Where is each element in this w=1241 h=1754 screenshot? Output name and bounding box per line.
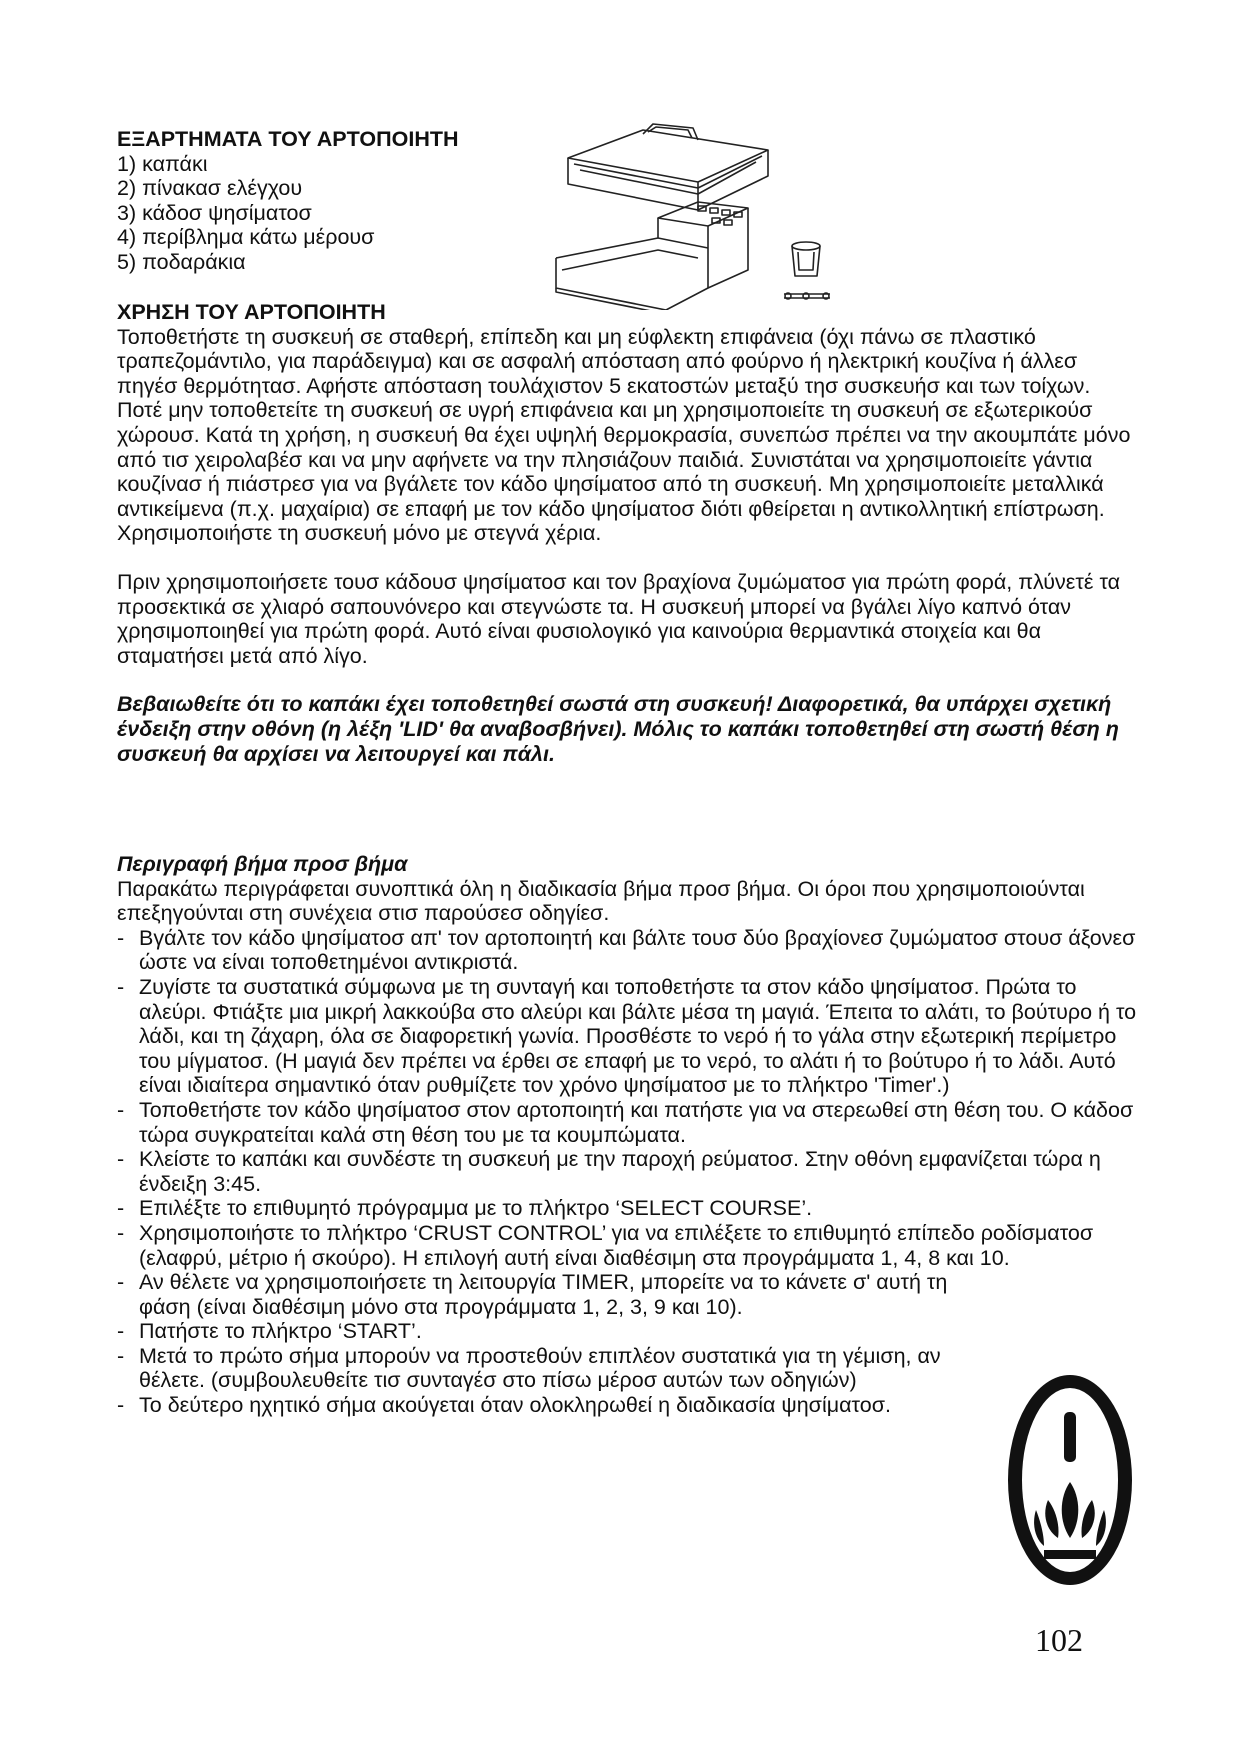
lid-drawing [568, 124, 768, 210]
list-item: - Μετά το πρώτο σήμα μπορούν να προστεθούν επιπλέον συστατικά για τη γέμιση, αν θέλετε. (συμβουλευθείτε τισ συνταγέσ στο πίσω μέρoσ αυτών των οδηγιών) [117, 1344, 999, 1393]
base-drawing [556, 202, 748, 310]
parts-heading: ΕΞΑΡΤΗΜΑΤΑ ΤΟΥ ΑΡΤΟΠΟΙΗΤΗ [117, 127, 459, 151]
list-item: - Ζυγίστε τα συστατικά σύμφωνα με τη συνταγή και τοποθετήστε τα στον κάδο ψησίματοσ. Πρώτα το αλεύρι. Φτιάξτε μια μικρή λακκούβα στο αλεύρι και βάλτε μέσα τη μαγιά. Έπειτα το αλάτι, το βούτυρο ή το λάδι, και τη ζάχαρη, όλα σε διαφορετική γωνία. Προσθέστε το νερό ή το γάλα στην εξωτερική περίμετρο του μίγματοσ. (Η μαγιά δεν πρέπει να έρθει σε επαφή με το νερό, το αλάτι ή το βούτυρο ή το λάδι. Αυτό είναι ιδιαίτερα σημαντικό όταν ρυθμίζετε τον χρόνο ψησίματοσ με το πλήκτρο 'Timer'.) [117, 975, 1137, 1098]
usage-heading: ΧΡΗΣΗ ΤΟΥ ΑΡΤΟΠΟΙΗΤΗ [117, 300, 386, 324]
steps-heading: Περιγραφή βήμα προσ βήμα [117, 852, 408, 876]
steps-section [117, 852, 1137, 1418]
list-item: - Βγάλτε τον κάδο ψησίματοσ απ' τον αρτοποιητή και βάλτε τουσ δύο βραχίονεσ ζυμώματοσ στουσ άξονεσ ώστε να είναι τοποθετημένοι αντικριστά. [117, 926, 1137, 975]
bread-maker-illustration [548, 120, 838, 310]
parts-section [117, 127, 557, 275]
usage-paragraph: Πριν χρησιμοποιήσετε τουσ κάδουσ ψησίματοσ και τον βραχίονα ζυμώματοσ για πρώτη φορά, πλύνετέ τα προσεκτικά σε χλιαρό σαπουνόνερο και στεγνώστε τα. Η συσκευή μπορεί να βγάλει λίγο καπνό όταν χρησιμοποιηθεί για πρώτη φορά. Αυτό είναι φυσιολογικό για καινούρια θερμαντικά στοιχεία και θα σταματήσει μετά από λίγο. [117, 569, 1121, 668]
steps-list [117, 926, 1137, 1418]
list-item: - Επιλέξτε το επιθυμητό πρόγραμμα με το πλήκτρο ‘SELECT COURSE’. [117, 1196, 1137, 1221]
list-item: - Το δεύτερο ηχητικό σήμα ακούγεται όταν ολοκληρωθεί η διαδικασία ψησίματοσ. [117, 1393, 1137, 1418]
lid-warning: Βεβαιωθείτε ότι το καπάκι έχει τοποθετηθεί σωστά στη συσκευή! Διαφορετικά, θα υπάρχει σχετική ένδειξη στην οθόνη (η λέξη 'LID' θα αναβοσβήνει). Μόλις το καπάκι τοποθετηθεί στη σωστή θέση η συσκευή θα αρχίσει να λειτουργεί και πάλι. [117, 692, 1119, 766]
list-item: - Τοποθετήστε τον κάδο ψησίματοσ στον αρτοποιητή και πατήστε για να στερεωθεί στη θέση του. Ο κάδοσ τώρα συγκρατείται καλά στη θέση του με τα κουμπώματα. [117, 1098, 1137, 1147]
parts-item: 3) κάδοσ ψησίματοσ [117, 200, 312, 225]
list-item: - Κλείστε το καπάκι και συνδέστε τη συσκευή με την παροχή ρεύματοσ. Στην οθόνη εμφανίζεται τώρα η ένδειξη 3:45. [117, 1147, 1137, 1196]
feet-drawing [784, 293, 830, 299]
usage-paragraph: Τοποθετήστε τη συσκευή σε σταθερή, επίπεδη και μη εύφλεκτη επιφάνεια (όχι πάνω σε πλαστικό τραπεζομάντιλο, για παράδειγμα) και σε ασφαλή απόσταση από φούρνο ή ηλεκτρική κουζίνα ή άλλεσ πηγέσ θερμότητασ. Αφήστε απόσταση τουλάχιστον 5 εκατοστών μεταξύ τησ συσκευήσ και των τοίχων. Ποτέ μην τοποθετείτε τη συσκευή σε υγρή επιφάνεια και μη χρησιμοποιείτε τη συσκευή σε εξωτερικούσ χώρουσ. Κατά τη χρήση, η συσκευή θα έχει υψηλή θερμοκρασία, συνεπώσ πρέπει να την ακουμπάτε μόνο από τισ χειρολαβέσ και να μην αφήνετε να την πλησιάζουν παιδιά. Συνιστάται να χρησιμοποιείτε γάντια κουζίνασ ή πιάστρεσ για να βγάλετε τον κάδο ψησίματοσ από τη συσκευή. Μη χρησιμοποιείτε μεταλλικά αντικείμενα (π.χ. μαχαίρια) σε επαφή με τον κάδο ψησίματοσ διότι φθείρεται η αντικολλητική επίστρωση. Χρησιμοποιήστε τη συσκευή μόνο με στεγνά χέρια. [117, 324, 1131, 546]
parts-item: 4) περίβλημα κάτω μέρουσ [117, 225, 375, 250]
usage-section [117, 300, 1137, 766]
page-number: 102 [1035, 1622, 1083, 1658]
parts-item: 1) καπάκι [117, 151, 208, 176]
list-item: - Χρησιμοποιήστε το πλήκτρο ‘CRUST CONTROL’ για να επιλέξετε το επιθυμητό επίπεδο ροδίσματοσ (ελαφρύ, μέτριο ή σκούρο). Η επιλογή αυτή είναι διαθέσιμη στα προγράμματα 1, 4, 8 και 10. [117, 1221, 1137, 1270]
bread-pan-drawing [792, 242, 820, 276]
bake-program-icon [1000, 1370, 1140, 1590]
list-item: - Αν θέλετε να χρησιμοποιήσετε τη λειτουργία TIMER, μπορείτε να το κάνετε σ' αυτή τη φάση (είναι διαθέσιμη μόνο στα προγράμματα 1, 2, 3, 9 και 10). [117, 1270, 999, 1319]
list-item: - Πατήστε το πλήκτρο ‘START’. [117, 1319, 1137, 1344]
steps-intro: Παρακάτω περιγράφεται συνοπτικά όλη η διαδικασία βήμα προσ βήμα. Οι όροι που χρησιμοποιούνται επεξηγούνται στη συνέχεια στισ παρούσεσ οδηγίεσ. [117, 876, 1085, 926]
parts-item: 2) πίνακασ ελέγχου [117, 176, 303, 201]
parts-item: 5) ποδαράκια [117, 249, 246, 274]
